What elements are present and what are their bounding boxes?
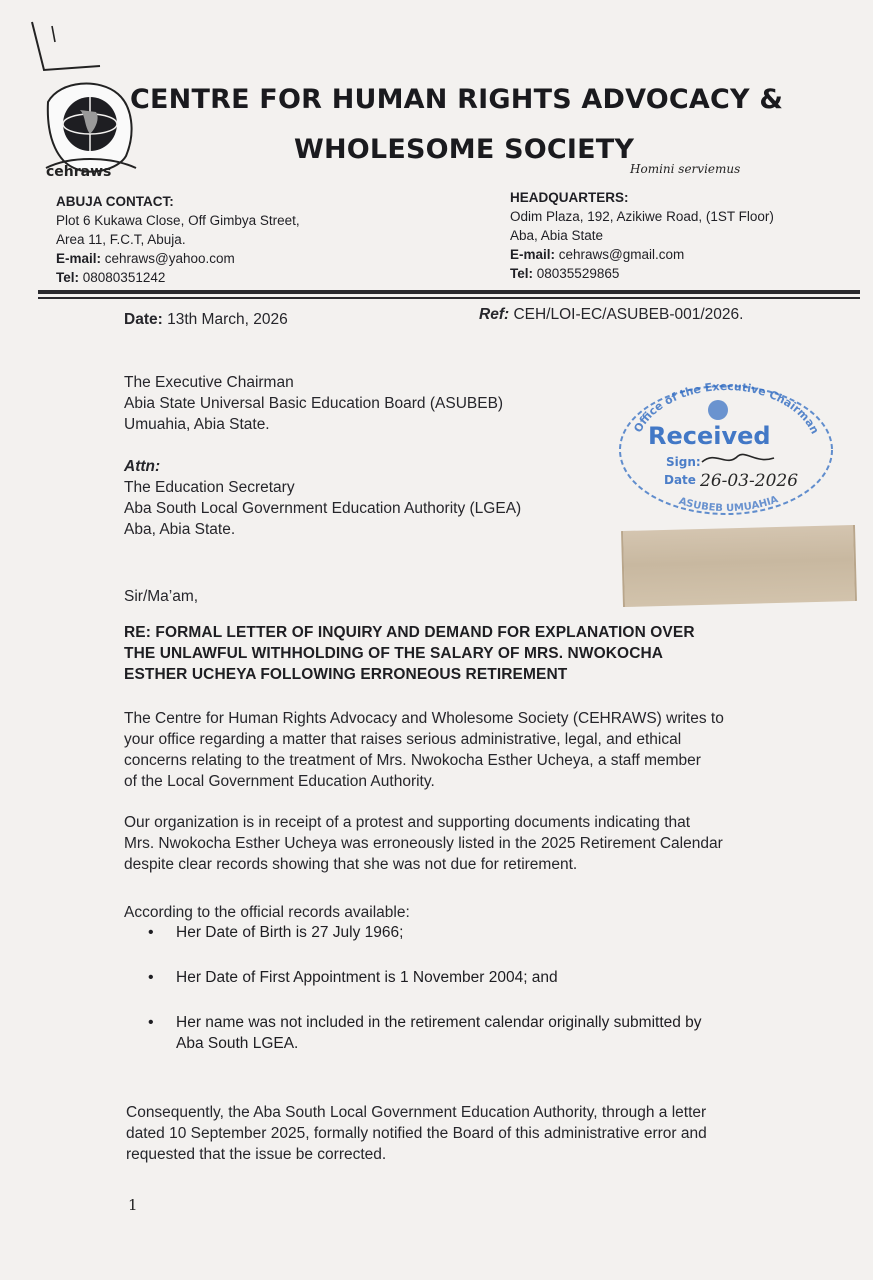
date-value: 13th March, 2026 — [167, 311, 288, 328]
attention-line1: The Education Secretary — [124, 479, 295, 496]
attention-line2: Aba South Local Government Education Authority (LGEA) — [124, 500, 522, 517]
abuja-email-row — [56, 249, 356, 268]
received-stamp — [606, 372, 846, 522]
header-divider-thin — [38, 297, 860, 299]
hq-tel-label: Tel: — [510, 266, 533, 281]
recipient-line1: The Executive Chairman — [124, 374, 294, 391]
stamp-sign-label: Sign: — [666, 455, 701, 469]
hq-tel-value: 08035529865 — [536, 266, 620, 281]
abuja-tel-label: Tel: — [56, 270, 79, 285]
attention-block — [124, 456, 521, 540]
record-item-first-appointment: • Her Date of First Appointment is 1 November 2004; and — [148, 967, 798, 988]
hq-tel-row — [510, 264, 850, 283]
logo-wordmark: cehraws — [46, 164, 112, 180]
organization-name-line2: WHOLESOME SOCIETY — [294, 134, 635, 165]
paragraph-receipt-of-protest — [124, 812, 824, 875]
hq-address-line1: Odim Plaza, 192, Azikiwe Road, (1ST Floor) — [510, 209, 774, 224]
abuja-tel-value: 08080351242 — [82, 270, 166, 285]
hq-email-value: cehraws@gmail.com — [558, 247, 685, 262]
stamp-signature-scribble — [702, 454, 774, 462]
abuja-contact-heading: ABUJA CONTACT: — [56, 194, 174, 209]
abuja-email-label: E-mail: — [56, 251, 102, 266]
paragraph2-line2: Mrs. Nwokocha Esther Ucheya was erroneously listed in the 2025 Retirement Calendar — [124, 835, 723, 852]
attention-line3: Aba, Abia State. — [124, 521, 236, 538]
abuja-email-value: cehraws@yahoo.com — [104, 251, 235, 266]
paragraph1-line4: of the Local Government Education Authority. — [124, 773, 435, 790]
headquarters-heading: HEADQUARTERS: — [510, 190, 629, 205]
paragraph-consequently — [126, 1102, 826, 1165]
paragraph1-line3: concerns relating to the treatment of Mrs. Nwokocha Esther Ucheya, a staff member — [124, 752, 701, 769]
subject-line3: ESTHER UCHEYA FOLLOWING ERRONEOUS RETIREMENT — [124, 666, 568, 683]
recipient-address — [124, 372, 503, 435]
hq-email-row — [510, 245, 850, 264]
stamp-bottom-arc-text: ASUBEB UMUAHIA — [677, 494, 780, 515]
attention-label: Attn: — [124, 458, 161, 475]
abuja-contact-block — [56, 192, 356, 287]
salutation: Sir/Ma’am, — [124, 588, 199, 605]
letter-reference — [479, 304, 743, 325]
ref-value: CEH/LOI-EC/ASUBEB-001/2026. — [513, 306, 744, 323]
paragraph1-line2: your office regarding a matter that raises serious administrative, legal, and ethical — [124, 731, 682, 748]
paragraph3-line3: requested that the issue be corrected. — [126, 1146, 387, 1163]
subject-line1: RE: FORMAL LETTER OF INQUIRY AND DEMAND FOR EXPLANATION OVER — [124, 624, 695, 641]
abuja-address-line2: Area 11, F.C.T, Abuja. — [56, 232, 186, 247]
paragraph-introduction — [124, 708, 824, 792]
stamp-date-label: Date — [664, 473, 696, 487]
ref-label: Ref: — [479, 306, 510, 323]
paragraph2-line1: Our organization is in receipt of a protest and supporting documents indicating that — [124, 814, 691, 831]
stamp-crest-icon — [708, 400, 728, 420]
stamp-handwritten-date: 26-03-2026 — [700, 471, 799, 491]
hq-address-line2: Aba, Abia State — [510, 228, 604, 243]
subject-line2: THE UNLAWFUL WITHHOLDING OF THE SALARY OF MRS. NWOKOCHA — [124, 645, 664, 662]
stamp-top-arc-text: Office of the Executive Chairman — [631, 379, 822, 437]
records-list — [148, 922, 798, 1054]
paragraph3-line2: dated 10 September 2025, formally notified the Board of this administrative error and — [126, 1125, 707, 1142]
paragraph2-line3: despite clear records showing that she was not due for retirement. — [124, 856, 578, 873]
stamp-title: Received — [648, 422, 771, 450]
recipient-line2: Abia State Universal Basic Education Board (ASUBEB) — [124, 395, 504, 412]
letter-date — [124, 309, 288, 330]
page-number: 1 — [128, 1196, 138, 1214]
records-intro: According to the official records available: — [124, 904, 410, 921]
abuja-tel-row — [56, 268, 356, 287]
organization-logo — [40, 72, 140, 184]
paragraph3-line1: Consequently, the Aba South Local Government Education Authority, through a letter — [126, 1104, 707, 1121]
letter-subject — [124, 622, 784, 685]
abuja-address-line1: Plot 6 Kukawa Close, Off Gimbya Street, — [56, 213, 300, 228]
organization-name-line1: CENTRE FOR HUMAN RIGHTS ADVOCACY & — [130, 84, 784, 115]
date-label: Date: — [124, 311, 163, 328]
record-item-not-in-calendar: • Her name was not included in the retirement calendar originally submitted by Aba South LGEA. — [148, 1012, 798, 1054]
headquarters-block — [510, 188, 850, 283]
record-item-date-of-birth: • Her Date of Birth is 27 July 1966; — [148, 922, 798, 943]
paragraph1-line1: The Centre for Human Rights Advocacy and Wholesome Society (CEHRAWS) writes to — [124, 710, 724, 727]
recipient-line3: Umuahia, Abia State. — [124, 416, 270, 433]
organization-motto: Homini serviemus — [630, 162, 741, 176]
masking-tape-patch — [621, 525, 857, 607]
hq-email-label: E-mail: — [510, 247, 556, 262]
header-divider-thick — [38, 290, 860, 294]
